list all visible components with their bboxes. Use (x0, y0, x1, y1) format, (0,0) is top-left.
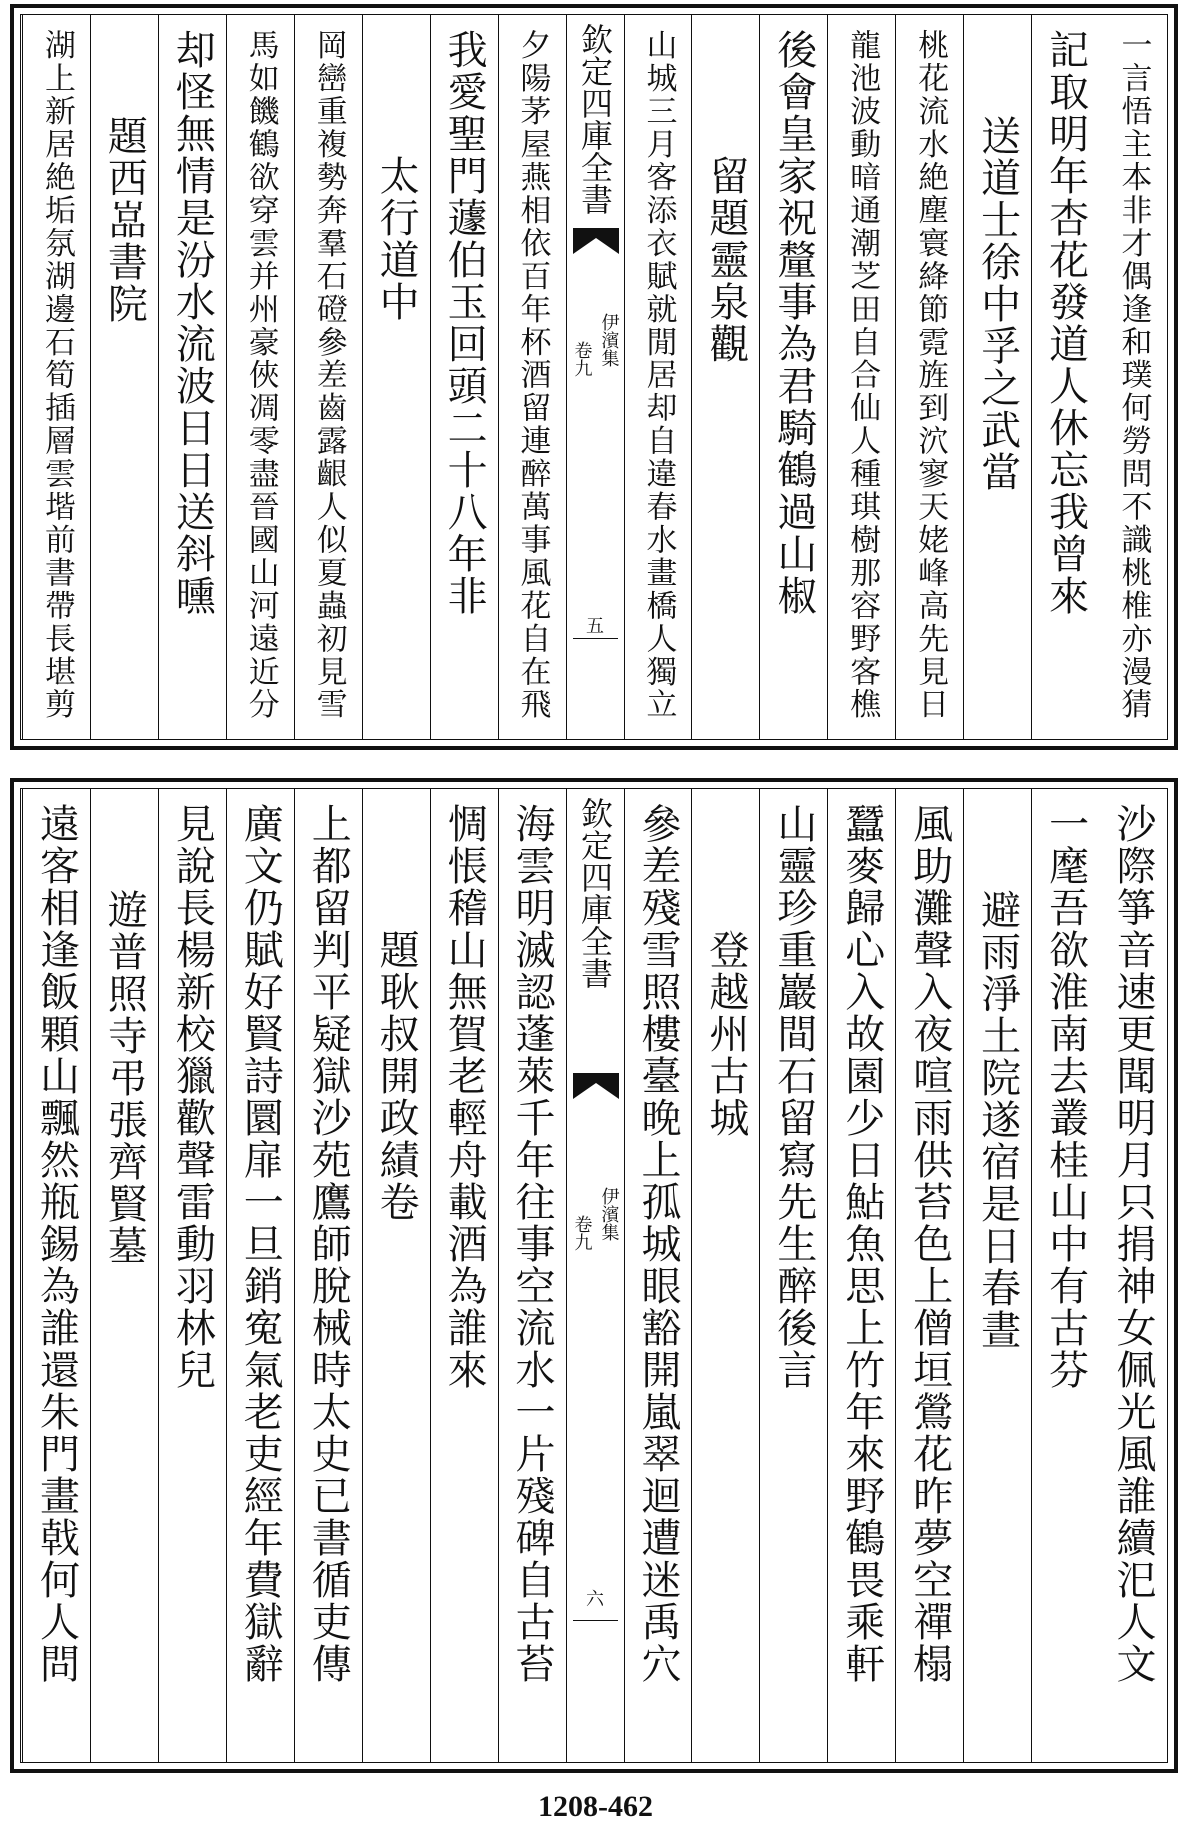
text-column (430, 789, 498, 1762)
column-text: 山靈珍重巖間石留寫先生醉後言 (770, 803, 817, 1391)
text-column (827, 15, 895, 739)
text-column (624, 15, 692, 739)
column-text: 留題靈泉觀 (702, 155, 749, 365)
fishtail-mark (573, 228, 619, 254)
text-column (624, 789, 692, 1762)
text-column (895, 15, 963, 739)
column-text: 上都留判平疑獄沙苑鷹師脫械時太史已書循吏傳 (305, 803, 352, 1685)
text-column (226, 789, 294, 1762)
column-text: 遠客相逢飯顆山飄然瓶錫為誰還朱門畫戟何人問 (33, 803, 80, 1685)
fishtail-mark (573, 1073, 619, 1099)
text-column (1031, 789, 1099, 1762)
text-column (158, 789, 226, 1762)
center-rule (573, 638, 618, 639)
column-text: 見說長楊新校獵歡聲雷動羽林兒 (169, 803, 216, 1391)
text-column (294, 789, 362, 1762)
column-text: 遊普照寺弔張齊賢墓 (101, 889, 148, 1267)
text-column (226, 15, 294, 739)
column-text: 沙際箏音速更聞明月只捐神女佩光風誰續汜人文 (1110, 803, 1157, 1685)
center-fold-column (566, 789, 624, 1762)
text-column (827, 789, 895, 1762)
text-column (158, 15, 226, 739)
book-title: 欽定四庫全書 (576, 797, 614, 989)
text-column (430, 15, 498, 739)
page-footer-number: 1208-462 (538, 1790, 653, 1823)
column-text: 記取明年杏花發道人休忘我曾來 (1042, 29, 1089, 617)
text-column (362, 789, 430, 1762)
column-text: 蠶麥歸心入故園少日鮎魚思上竹年來野鶴畏乘軒 (838, 803, 885, 1685)
leaf-number: 五 (586, 615, 604, 637)
column-text: 送道士徐中孚之武當 (974, 115, 1021, 493)
column-text: 我愛聖門蘧伯玉回頭二十八年非 (441, 29, 488, 617)
bottom-page (10, 778, 1178, 1773)
column-text: 龍池波動暗通潮芝田自合仙人種琪樹那容野客樵 (844, 29, 881, 721)
text-column (1099, 789, 1167, 1762)
text-column (362, 15, 430, 739)
text-column (498, 15, 566, 739)
text-column (90, 15, 158, 739)
text-column (22, 789, 90, 1762)
text-column (963, 15, 1031, 739)
text-column (1031, 15, 1099, 739)
column-text: 馬如饑鶴欲穿雲并州豪俠凋零盡晉國山河遠近分 (242, 29, 279, 721)
text-column (759, 789, 827, 1762)
column-text: 却怪無情是汾水流波日日送斜曛 (169, 29, 216, 617)
column-text: 廣文仍賦好賢詩圜扉一旦銷寃氣老吏經年費獄辭 (237, 803, 284, 1685)
text-column (895, 789, 963, 1762)
column-text: 後會皇家祝釐事為君騎鶴過山椒 (770, 29, 817, 617)
text-column (1099, 15, 1167, 739)
text-column (90, 789, 158, 1762)
chapter-label: 卷九 (571, 341, 593, 378)
column-text: 參差殘雪照樓臺晚上孤城眼豁開嵐翠迴遭迷禹穴 (634, 803, 681, 1685)
top-page (10, 4, 1178, 750)
column-text: 湖上新居絶垢氛湖邊石筍插層雲堦前書帶長堪剪 (38, 29, 75, 721)
column-text: 惆悵稽山無賀老輕舟載酒為誰來 (441, 803, 488, 1391)
volume-title: 伊濱集 (598, 1187, 620, 1241)
column-text: 風助灘聲入夜喧雨供苔色上僧垣鶯花昨夢空禪榻 (906, 803, 953, 1685)
text-column (691, 15, 759, 739)
top-page-frame (20, 14, 1168, 740)
text-column (759, 15, 827, 739)
leaf-number: 六 (586, 1589, 604, 1610)
volume-title: 伊濱集 (598, 313, 620, 368)
text-column (294, 15, 362, 739)
chapter-label: 卷九 (571, 1215, 593, 1251)
column-text: 題西嵓書院 (101, 115, 148, 325)
column-text: 題耿叔開政績卷 (373, 929, 420, 1223)
column-text: 山城三月客添衣賦就閒居却自違春水畫橋人獨立 (640, 29, 677, 721)
text-column (22, 15, 90, 739)
text-column (691, 789, 759, 1762)
center-fold-column (566, 15, 624, 739)
text-column (498, 789, 566, 1762)
column-text: 登越州古城 (702, 929, 749, 1139)
column-text: 夕陽茅屋燕相依百年杯酒留連醉萬事風花自在飛 (514, 29, 551, 721)
column-text: 一麾吾欲淮南去叢桂山中有古芬 (1042, 803, 1089, 1391)
column-text: 避雨淨土院遂宿是日春晝 (974, 889, 1021, 1351)
column-text: 海雲明滅認蓬萊千年往事空流水一片殘碑自古苔 (509, 803, 556, 1685)
column-text: 太行道中 (373, 155, 420, 323)
book-title: 欽定四庫全書 (576, 23, 614, 215)
column-text: 岡巒重複勢奔羣石磴參差齒露齦人似夏蟲初見雪 (310, 29, 347, 721)
column-text: 一言悟主本非才偶逢和璞何勞問不識桃椎亦漫猜 (1115, 29, 1152, 721)
bottom-page-frame (20, 788, 1168, 1763)
text-column (963, 789, 1031, 1762)
column-text: 桃花流水絶塵寰絳節霓旌到泬寥天姥峰高先見日 (912, 29, 949, 721)
center-rule (573, 1620, 618, 1621)
